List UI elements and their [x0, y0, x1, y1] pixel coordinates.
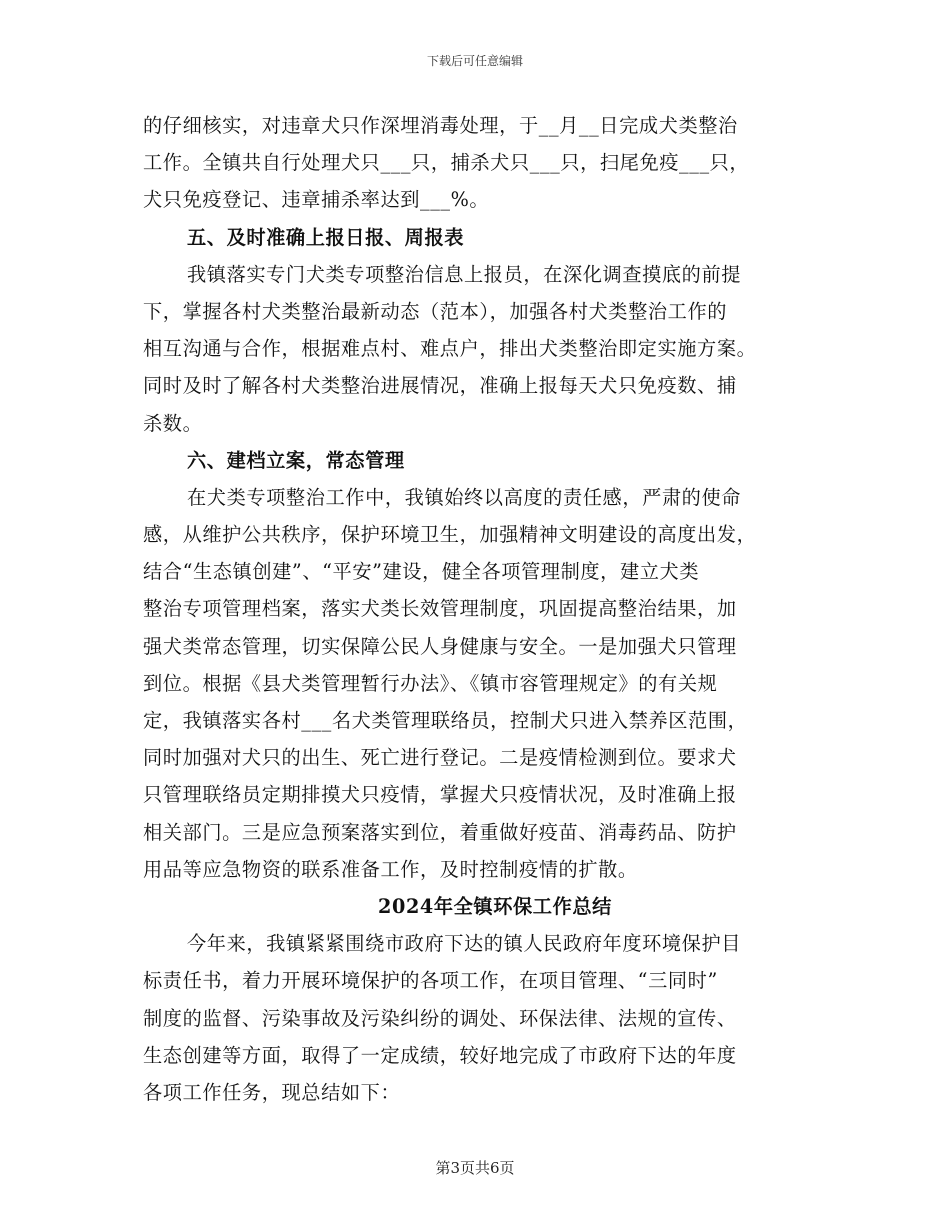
- text-line: 用品等应急物资的联系准备工作，及时控制疫情的扩散。: [143, 857, 638, 881]
- text-line: 标责任书，着力开展环境保护的各项工作，在项目管理、“三同时”: [143, 969, 718, 993]
- text-line: 制度的监督、污染事故及污染纠纷的调处、环保法律、法规的宣传、: [143, 1006, 737, 1030]
- document-title: 2024年全镇环保工作总结: [378, 894, 612, 918]
- text-line: 结合“生态镇创建”、“平安”建设，健全各项管理制度，建立犬类: [143, 560, 700, 584]
- section-heading: 六、建档立案，常态管理: [187, 448, 405, 472]
- text-line: 工作。全镇共自行处理犬只___只，捕杀犬只___只，扫尾免疫___只，: [143, 151, 750, 175]
- text-line: 在犬类专项整治工作中，我镇始终以高度的责任感，严肃的使命: [187, 485, 742, 509]
- text-line: 相互沟通与合作，根据难点村、难点户，排出犬类整治即定实施方案。: [143, 337, 757, 361]
- page-header: 下载后可任意编辑: [426, 54, 523, 68]
- text-line: 同时及时了解各村犬类整治进展情况，准确上报每天犬只免疫数、捕: [143, 374, 737, 398]
- text-line: 定，我镇落实各村___名犬类管理联络员，控制犬只进入禁养区范围，: [143, 709, 748, 732]
- section-heading: 五、及时准确上报日报、周报表: [187, 225, 465, 249]
- text-line: 同时加强对犬只的出生、死亡进行登记。二是疫情检测到位。要求犬: [143, 746, 737, 770]
- text-line: 各项工作任务，现总结如下：: [143, 1080, 401, 1104]
- text-line: 今年来，我镇紧紧围绕市政府下达的镇人民政府年度环境保护目: [187, 932, 742, 956]
- text-line: 强犬类常态管理，切实保障公民人身健康与安全。一是加强犬只管理: [143, 634, 737, 658]
- text-line: 感，从维护公共秩序，保护环境卫生，加强精神文明建设的高度出发，: [143, 523, 757, 547]
- text-line: 犬只免疫登记、违章捕杀率达到___%。: [143, 188, 490, 212]
- page-footer: 第3页共6页: [435, 1159, 515, 1177]
- text-line: 杀数。: [143, 411, 203, 435]
- text-line: 我镇落实专门犬类专项整治信息上报员，在深化调查摸底的前提: [187, 262, 742, 286]
- text-line: 整治专项管理档案，落实犬类长效管理制度，巩固提高整治结果，加: [143, 597, 737, 621]
- document-body: [143, 107, 811, 1111]
- text-line: 的仔细核实，对违章犬只作深埋消毒处理，于__月__日完成犬类整治: [143, 114, 738, 137]
- text-line: 生态创建等方面，取得了一定成绩，较好地完成了市政府下达的年度: [143, 1043, 737, 1067]
- text-line: 只管理联络员定期排摸犬只疫情，掌握犬只疫情状况，及时准确上报: [143, 783, 737, 807]
- text-line: 到位。根据《县犬类管理暂行办法》、《镇市容管理规定》的有关规: [143, 671, 718, 695]
- text-line: 下，掌握各村犬类整治最新动态（范本），加强各村犬类整治工作的: [143, 299, 728, 323]
- text-line: 相关部门。三是应急预案落实到位，着重做好疫苗、消毒药品、防护: [143, 820, 737, 844]
